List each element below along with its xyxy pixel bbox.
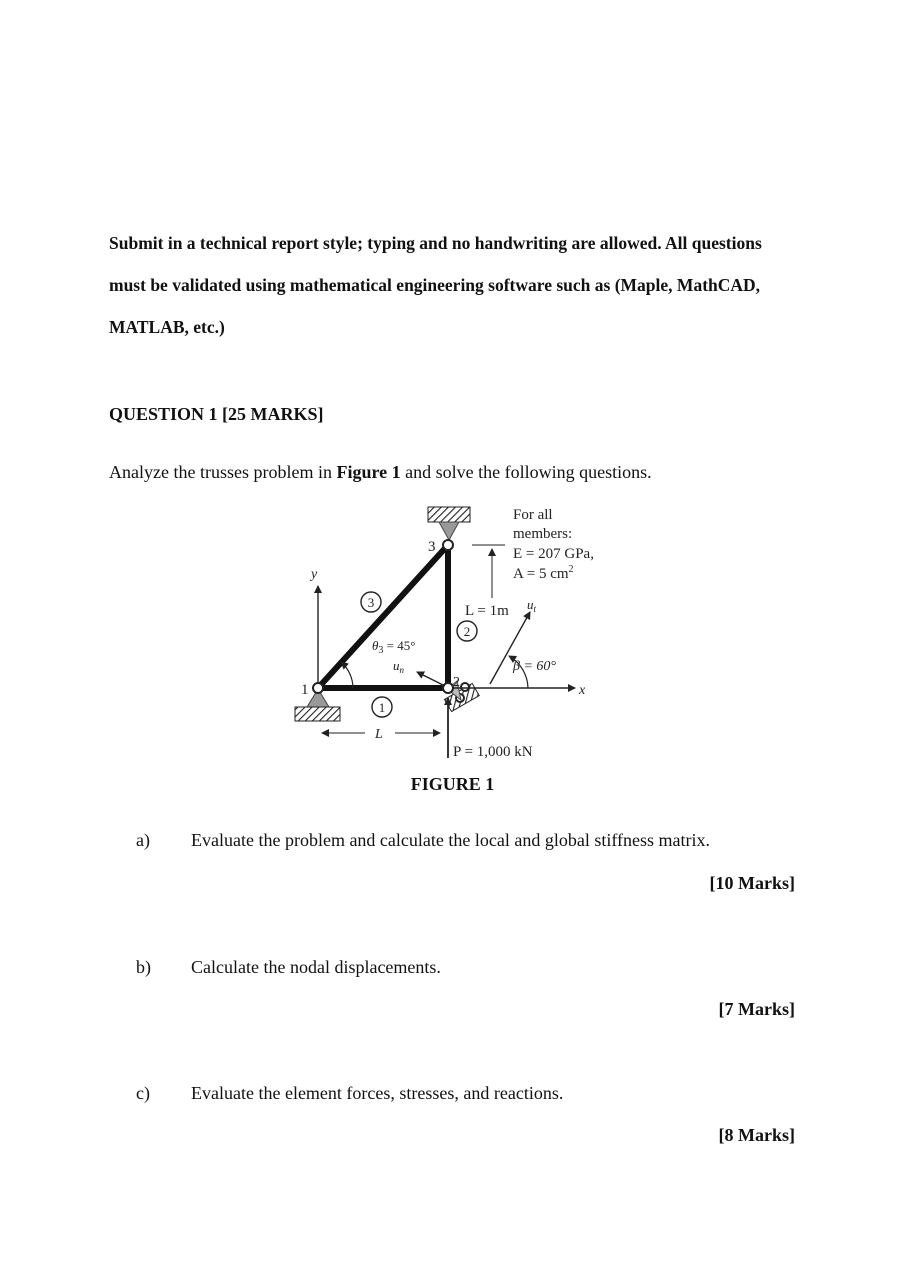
question-intro-post: and solve the following questions. <box>400 462 652 482</box>
node3-support-triangle <box>439 522 459 540</box>
node-1 <box>313 683 323 693</box>
node-3 <box>443 540 453 550</box>
part-a-text: Evaluate the problem and calculate the local and global stiffness matrix. <box>191 830 710 850</box>
part-b-text: Calculate the nodal displacements. <box>191 957 441 977</box>
dim-vertical-label: L = 1m <box>465 603 509 619</box>
ut-label <box>527 597 537 614</box>
theta-label <box>372 638 415 656</box>
node2-label: 2 <box>453 675 460 690</box>
question-intro <box>109 462 652 483</box>
truss-figure <box>285 500 605 770</box>
note-line-4 <box>513 564 574 582</box>
note-area: A = 5 cm <box>513 566 569 582</box>
theta-value: = 45° <box>383 638 416 653</box>
theta-arc <box>341 662 353 688</box>
dim-horizontal-label: L <box>375 727 383 742</box>
node3-label: 3 <box>428 539 436 555</box>
instructions-line-2: must be validated using mathematical engineering software such as (Maple, MathCAD, <box>109 275 761 295</box>
note-line-2: members: <box>513 526 573 542</box>
note-line-1: For all <box>513 507 553 523</box>
element2-label: 2 <box>463 624 471 639</box>
load-label: P = 1,000 kN <box>453 744 533 760</box>
part-a-marks: [10 Marks] <box>709 873 795 893</box>
y-axis-label: y <box>311 567 318 582</box>
part-a-letter: a) <box>136 830 150 850</box>
un-vector <box>417 672 445 686</box>
instructions-line-3: MATLAB, etc.) <box>109 317 225 337</box>
element1-label: 1 <box>378 700 386 715</box>
instructions <box>109 222 809 348</box>
figure-caption: FIGURE 1 <box>410 774 495 794</box>
un-subscript: n <box>399 665 404 675</box>
node3-support-ground <box>428 507 470 522</box>
node1-support-ground <box>295 707 340 721</box>
x-axis-label: x <box>579 683 586 698</box>
node1-label: 1 <box>301 682 309 698</box>
part-b-marks: [7 Marks] <box>718 999 795 1019</box>
un-symbol: u <box>393 658 400 673</box>
question-heading: QUESTION 1 [25 MARKS] <box>109 404 324 424</box>
member-3 <box>318 545 448 688</box>
question-intro-figure-ref: Figure 1 <box>336 462 401 482</box>
instructions-line-1: Submit in a technical report style; typing and no handwriting are allowed. All questions <box>109 233 762 253</box>
ut-symbol: u <box>527 597 534 612</box>
part-c-marks: [8 Marks] <box>718 1125 795 1145</box>
beta-label: β = 60° <box>513 659 557 674</box>
theta-symbol: θ <box>372 638 379 653</box>
question-intro-pre: Analyze the trusses problem in <box>109 462 337 482</box>
un-label <box>393 658 405 675</box>
note-line-3: E = 207 GPa, <box>513 546 594 562</box>
element3-label: 3 <box>367 595 375 610</box>
part-c-text: Evaluate the element forces, stresses, and reactions. <box>191 1083 564 1103</box>
ut-subscript: t <box>533 604 537 614</box>
note-area-exponent: 2 <box>568 564 574 575</box>
part-c-letter: c) <box>136 1083 150 1103</box>
theta-subscript: 3 <box>378 645 384 656</box>
roller-1 <box>461 683 469 691</box>
part-b-letter: b) <box>136 957 151 977</box>
node-2 <box>443 683 453 693</box>
